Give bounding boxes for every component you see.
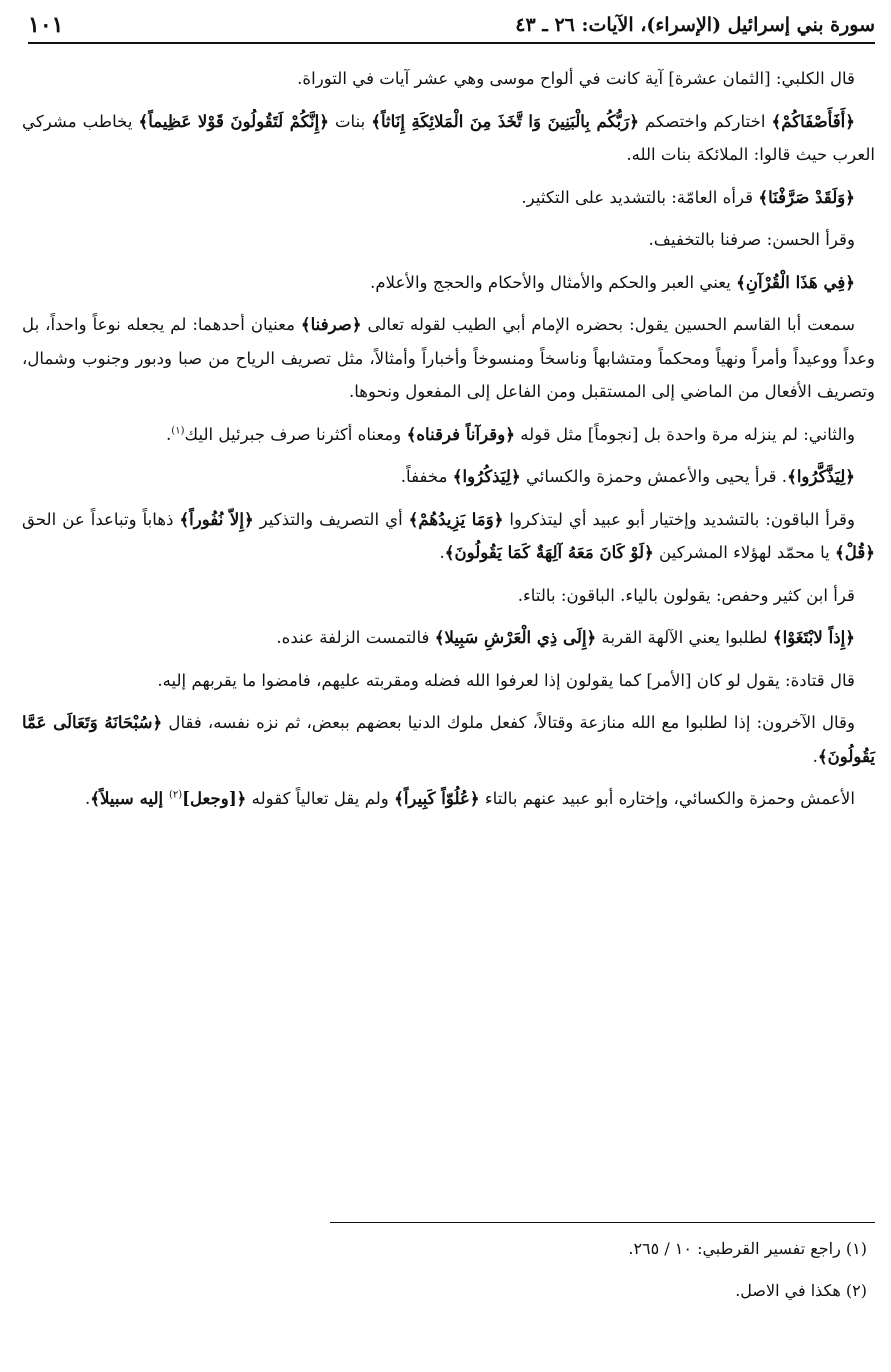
text-run: اختاركم واختصكم	[639, 111, 772, 131]
quran-quote: ﴿إِلاّ نُفُوراً﴾	[179, 508, 254, 529]
text-run: ومعناه أكثرنا صرف جبرئيل اليك	[184, 424, 407, 444]
text-run: . قرأ يحيى والأعمش وحمزة والكسائي	[520, 467, 788, 486]
quran-quote: ﴿وقرآناً فرقناه﴾	[406, 423, 515, 444]
footnotes	[22, 1234, 875, 1318]
paragraph	[22, 706, 875, 773]
text-run: .	[439, 543, 445, 562]
text-run: .	[166, 424, 172, 444]
text-run: فالتمست الزلفة عنده.	[276, 628, 435, 647]
text-run: قال قتادة: يقول لو كان [الأمر] كما يقولون إذا لعرفوا الله فضله ومقربته عليهم، فامضوا ما يقربهم إليه.	[157, 670, 855, 690]
text-run: ذهاباً وتباعداً عن الحق	[22, 509, 180, 529]
page-number: ١٠١	[28, 12, 64, 38]
quran-quote: ﴿سُبْحَانَهُ وَتَعَالَى عَمَّا يَقُولُونَ﴾	[22, 712, 875, 766]
paragraph	[22, 308, 875, 409]
footnote-marker: (١)	[171, 424, 185, 436]
text-run: يا محمّد لهؤلاء المشركين	[653, 543, 836, 562]
quran-quote: ﴿فِي هَذَا الْقُرْآنِ﴾	[736, 271, 855, 292]
text-run: سمعت أبا القاسم الحسين يقول: بحضره الإمام أبي الطيب لقوله تعالى	[361, 315, 855, 334]
text-run: وقال الآخرون: إذا لطلبوا مع الله منازعة وقتالاً، كفعل ملوك الدنيا بعضهم ببعض، ثم نزه نفسه، فقال	[162, 713, 856, 732]
quran-quote: ﴿إِذاً لابْتَغَوْا﴾	[772, 627, 855, 647]
text-run: .	[812, 746, 818, 766]
quran-quote: ﴿أَفَأَصْفَاكُمْ﴾	[771, 110, 855, 131]
paragraph	[22, 181, 875, 215]
text-run: وقرأ الحسن: صرفنا بالتخفيف.	[648, 230, 855, 249]
quran-quote: ﴿لَوْ كَانَ مَعَهُ آلِهَةٌ كَمَا يَقُولُونَ﴾	[444, 542, 654, 562]
quran-quote: ﴿[وجعل]	[182, 788, 247, 808]
paragraph	[22, 223, 875, 257]
text-run: مخففاً.	[400, 467, 453, 486]
paragraph	[22, 62, 875, 96]
text-run: الأعمش وحمزة والكسائي، وإختاره أبو عبيد عنهم بالتاء	[479, 789, 855, 808]
text-run: ولم يقل تعالياً كقوله	[246, 789, 395, 808]
text-run: يخاطب مشركي العرب حيث قالوا: الملائكة بنات الله.	[22, 111, 875, 164]
paragraph	[22, 266, 875, 300]
paragraph	[22, 664, 875, 698]
page-header	[28, 8, 875, 44]
quran-quote: ﴿إِلَى ذِي الْعَرْشِ سَبِيلا﴾	[434, 627, 597, 647]
page-body	[22, 62, 875, 825]
quran-quote: ﴿عُلُوّاً كَبِيراً﴾	[394, 788, 480, 808]
paragraph	[22, 105, 875, 172]
footnote: (٢) هكذا في الاصل.	[735, 1281, 867, 1300]
quran-quote: ﴿إِنَّكُمْ لَتَقُولُونَ قَوْلا عَظِيماً﴾	[138, 110, 329, 131]
paragraph	[22, 418, 875, 452]
paragraph	[22, 579, 875, 613]
quran-quote: ﴿صرفنا﴾	[300, 314, 362, 334]
quran-quote: ﴿قُلْ﴾	[835, 542, 875, 562]
text-run: قال الكلبي: [الثمان عشرة] آية كانت في ألواح موسى وهي عشر آيات في التوراة.	[297, 69, 855, 88]
running-title: سورة بني إسرائيل (الإسراء)، الآيات: ٢٦ ـ ٤٣	[515, 14, 875, 36]
quran-quote: ﴿لِيَذَّكَّرُوا﴾	[787, 466, 855, 486]
footnote-separator	[330, 1222, 875, 1223]
quran-quote: إليه سبيلاً﴾	[90, 788, 169, 808]
quran-quote: ﴿لِيَذكُرُوا﴾	[452, 466, 521, 486]
text-run: والثاني: لم ينزله مرة واحدة بل [نجوماً] مثل قوله	[514, 424, 855, 444]
text-run: قرأه العامّة: بالتشديد على التكثير.	[521, 187, 759, 207]
paragraph	[22, 782, 875, 816]
quran-quote: ﴿وَلَقَدْ صَرَّفْنَا﴾	[758, 186, 855, 207]
text-run: .	[84, 789, 91, 808]
text-run: قرأ ابن كثير وحفص: يقولون بالياء. الباقون: بالتاء.	[517, 585, 855, 605]
quran-quote: ﴿وَمَا يَزِيدُهُمْ﴾	[408, 508, 504, 529]
paragraph	[22, 621, 875, 655]
paragraph	[22, 503, 875, 570]
text-run: أي التصريف والتذكير	[253, 509, 409, 529]
footnote-marker: (٢)	[168, 789, 183, 801]
text-run: لطلبوا يعني الآلهة القربة	[596, 628, 773, 647]
text-run: معنيان أحدهما: لم يجعله نوعاً واحداً، بل وعداً ووعيداً وأمراً ونهياً ومحكماً ومتشابهاً وناسخاً ومنسوخاً وأخباراً وأمثالاً، مثل تصريف الرياح من صبا ودبور وجنوب وشمال، وتصريف الأفعال من الماضي إلى المستقبل ومن الفاعل إلى المفعول ونحوها.	[22, 315, 875, 401]
footnote: (١) راجع تفسير القرطبي: ١٠ / ٢٦٥.	[628, 1239, 867, 1258]
quran-quote: ﴿رَبُّكُم بِالْبَنِينَ وَا تَّخَذَ مِنَ الْمَلائِكَةِ إِنَاثاً﴾	[371, 110, 640, 131]
text-run: بنات	[328, 111, 372, 131]
paragraph	[22, 460, 875, 494]
text-run: وقرأ الباقون: بالتشديد وإختيار أبو عبيد أي ليتذكروا	[503, 509, 856, 529]
text-run: يعني العبر والحكم والأمثال والأحكام والحجج والأعلام.	[370, 272, 737, 292]
